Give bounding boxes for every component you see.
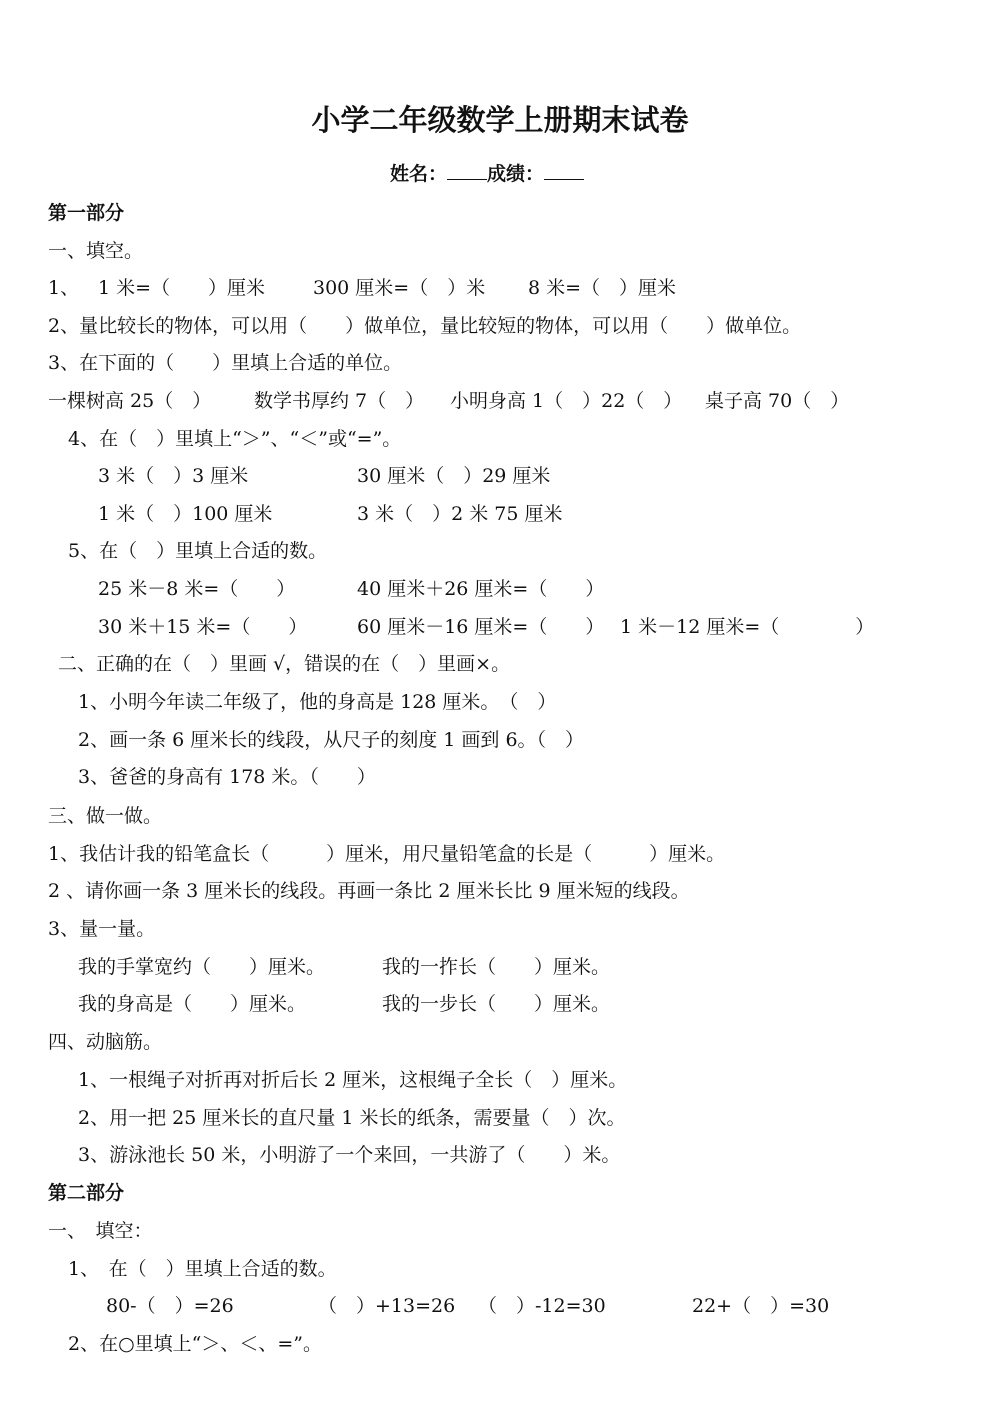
q5-text: 5、在（ ）里填上合适的数。 (68, 540, 328, 562)
name-label: 姓名： (390, 163, 448, 185)
q1-item: 8 米=（ ）厘米 (528, 277, 677, 299)
part2-sec1-heading: 一、 填空： (48, 1220, 153, 1242)
part2-q1-item: 80-（ ）=26 (106, 1295, 234, 1317)
q5-item: 60 厘米－16 厘米=（ ） (357, 616, 605, 638)
sec3-q1: 1、我估计我的铅笔盒长（ ）厘米，用尺量铅笔盒的长是（ ）厘米。 (48, 843, 726, 865)
page-title: 小学二年级数学上册期末试卷 (311, 103, 689, 137)
part1-sec4-heading: 四、动脑筋。 (48, 1031, 163, 1053)
sec2-q3: 3、爸爸的身高有 178 米。（ ） (78, 766, 376, 788)
q3-item: 一棵树高 25（ ） (48, 390, 212, 412)
score-label: 成绩： (487, 163, 545, 185)
q1-number: 1、 (48, 277, 80, 299)
q4-item: 1 米（ ）100 厘米 (98, 503, 273, 525)
part2-q1-item: （ ）+13=26 (318, 1295, 456, 1317)
sec3-q3: 3、量一量。 (48, 918, 156, 940)
sec2-q2: 2、画一条 6 厘米长的线段，从尺子的刻度 1 画到 6。（ ） (78, 729, 585, 751)
sec3-q2: 2 、请你画一条 3 厘米长的线段。再画一条比 2 厘米长比 9 厘米短的线段。 (48, 880, 690, 902)
q4-item: 30 厘米（ ）29 厘米 (357, 465, 551, 487)
score-blank[interactable] (544, 161, 584, 180)
q3-text: 3、在下面的（ ）里填上合适的单位。 (48, 352, 403, 374)
q3-item: 数学书厚约 7（ ） (254, 390, 425, 412)
name-score-row (390, 161, 584, 187)
q2-text: 2、量比较长的物体，可以用（ ）做单位，量比较短的物体，可以用（ ）做单位。 (48, 315, 802, 337)
q4-text: 4、在（ ）里填上“＞”、“＜”或“=”。 (68, 428, 402, 450)
sec3-q3-item: 我的一步长（ ）厘米。 (382, 993, 611, 1015)
q5-item: 1 米－12 厘米=（ ） (620, 616, 875, 638)
q4-item: 3 米（ ）3 厘米 (98, 465, 249, 487)
name-blank[interactable] (447, 161, 487, 180)
part2-q1: 1、 在（ ）里填上合适的数。 (68, 1258, 337, 1280)
part2-q1-item: 22+（ ）=30 (692, 1295, 830, 1317)
sec3-q3-item: 我的一拃长（ ）厘米。 (382, 956, 611, 978)
part2-heading: 第二部分 (48, 1182, 125, 1204)
sec3-q3-item: 我的身高是（ ）厘米。 (78, 993, 307, 1015)
part1-sec2-heading: 二、正确的在（ ）里画 √，错误的在（ ）里画×。 (58, 653, 511, 675)
sec4-q3: 3、游泳池长 50 米，小明游了一个来回，一共游了（ ）米。 (78, 1144, 621, 1166)
q1-item: 300 厘米=（ ）米 (313, 277, 486, 299)
q5-item: 25 米－8 米=（ ） (98, 578, 296, 600)
sec3-q3-item: 我的手掌宽约（ ）厘米。 (78, 956, 326, 978)
q4-item: 3 米（ ）2 米 75 厘米 (357, 503, 563, 525)
q3-item: 桌子高 70（ ） (705, 390, 850, 412)
sec4-q2: 2、用一把 25 厘米长的直尺量 1 米长的纸条，需要量（ ）次。 (78, 1107, 626, 1129)
part1-heading: 第一部分 (48, 202, 125, 224)
part2-q1-item: （ ）-12=30 (478, 1295, 606, 1317)
part1-sec3-heading: 三、做一做。 (48, 805, 163, 827)
part1-sec1-heading: 一、填空。 (48, 240, 144, 262)
sec4-q1: 1、一根绳子对折再对折后长 2 厘米，这根绳子全长（ ）厘米。 (78, 1069, 628, 1091)
q1-item: 1 米=（ ）厘米 (98, 277, 266, 299)
part2-q2: 2、在○里填上“＞、＜、=”。 (68, 1333, 323, 1355)
q5-item: 30 米＋15 米=（ ） (98, 616, 308, 638)
sec2-q1: 1、小明今年读二年级了，他的身高是 128 厘米。 （ ） (78, 691, 557, 713)
q3-item: 小明身高 1（ ）22（ ） (450, 390, 683, 412)
q5-item: 40 厘米＋26 厘米=（ ） (357, 578, 605, 600)
